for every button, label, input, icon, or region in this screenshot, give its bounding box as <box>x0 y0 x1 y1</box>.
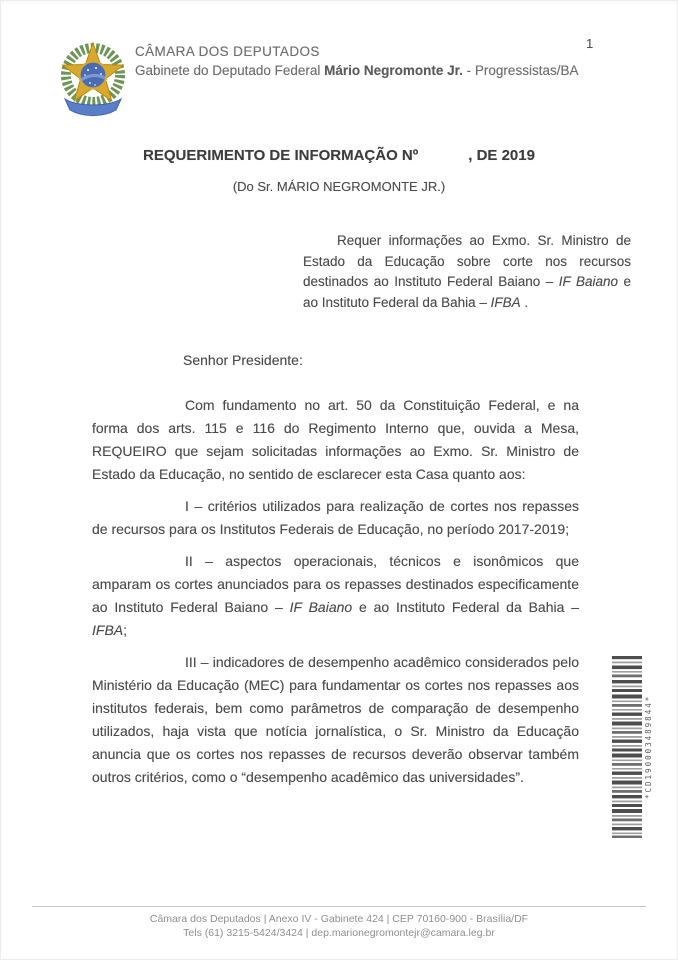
barcode-icon <box>612 656 642 838</box>
item-2-italic-term: IFBA <box>92 622 124 638</box>
item-2-segment: e ao Instituto Federal da Bahia – <box>352 599 579 615</box>
salutation: Senhor Presidente: <box>183 352 303 368</box>
letterhead-organization: CÂMARA DOS DEPUTADOS <box>135 44 320 59</box>
office-suffix: - Progressistas/BA <box>462 63 579 78</box>
paragraph-item-3: III – indicadores de desempenho acadêmico considerados pelo Ministério da Educação (MEC) para fundamentar os cortes nos repasses aos institutos federais, bem como parâmetros de comparação de desempenho utilizados, haja vista que notícia jornalística, o Sr. Ministro da Educação anuncia que os cortes nos repasses de recursos deverão observar também outros critérios, como o “desempenho acadêmico das universidades”. <box>92 654 579 785</box>
item-2-segment: ; <box>123 622 128 638</box>
paragraph-item-2 <box>92 550 579 642</box>
footer-divider <box>32 906 646 907</box>
title-year: , DE 2019 <box>468 147 535 164</box>
item-2-italic-term: IF Baiano <box>289 599 353 615</box>
page-number: 1 <box>586 36 594 51</box>
brazil-coat-of-arms-icon <box>57 36 129 118</box>
document-author: (Do Sr. MÁRIO NEGROMONTE JR.) <box>232 179 446 194</box>
office-prefix: Gabinete do Deputado Federal <box>135 63 325 78</box>
page-footer <box>0 912 678 940</box>
footer-address: Câmara dos Deputados | Anexo IV - Gabinete 424 | CEP 70160-900 - Brasília/DF <box>149 913 529 925</box>
summary-italic-term: IF Baiano <box>558 274 619 289</box>
paragraph-fundamento: Com fundamento no art. 50 da Constituição Federal, e na forma dos arts. 115 e 116 do Regimento Interno que, ouvida a Mesa, REQUEIRO que sejam solicitadas informações ao Exmo. Sr. Ministro de Estado da Educação, no sentido de esclarecer esta Casa quanto aos: <box>92 397 579 482</box>
summary-italic-term: IFBA <box>490 294 521 310</box>
footer-contact: Tels (61) 3215-5424/3424 | dep.marionegromontejr@camara.leg.br <box>183 927 495 939</box>
summary-segment: Requer informações ao Exmo. Sr. Ministro de Estado da Educação sobre corte nos recursos destinados ao Instituto Federal Baiano – <box>303 233 631 289</box>
paragraph-item-1: I – critérios utilizados para realização de cortes nos repasses de recursos para os Institutos Federais de Educação, no período 2017-2019; <box>92 498 579 537</box>
letterhead <box>135 44 578 78</box>
deputy-name: Mário Negromonte Jr. <box>324 63 463 78</box>
document-body <box>92 394 579 798</box>
summary-segment: e ao Instituto Federal da Bahia – <box>303 274 631 310</box>
summary-ementa <box>303 231 631 313</box>
title-main: REQUERIMENTO DE INFORMAÇÃO Nº <box>143 147 419 164</box>
letterhead-office-line <box>135 63 578 78</box>
barcode-label: *CD190003489844* <box>644 694 653 800</box>
item-2-segment: II – aspectos operacionais, técnicos e isonômicos que amparam os cortes anunciados para os repasses destinados especificamente ao Instituto Federal Baiano – <box>92 553 579 615</box>
document-title <box>79 147 599 164</box>
summary-segment: . <box>520 294 529 310</box>
